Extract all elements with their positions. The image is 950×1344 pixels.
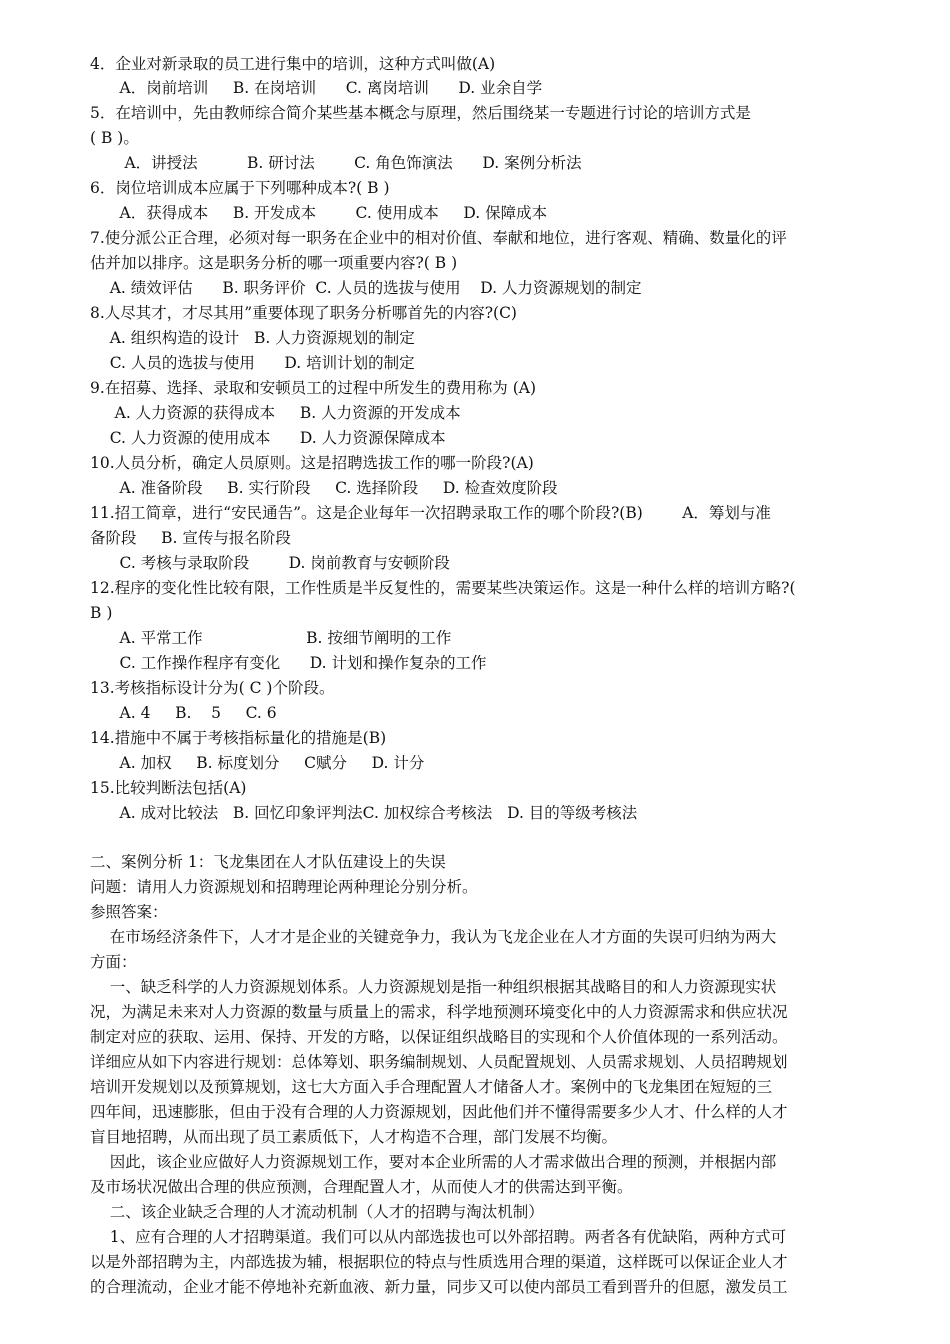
question-4: 4．企业对新录取的员工进行集中的培训，这种方式叫做(A) [90,55,496,73]
question-10-options: A. 准备阶段 B. 实行阶段 C. 选择阶段 D. 检查效度阶段 [90,479,558,497]
question-13: 13.考核指标设计分为( C )个阶段。 [90,679,335,697]
question-4-options: A．岗前培训 B. 在岗培训 C. 离岗培训 D. 业余自学 [90,79,543,97]
question-12: 12.程序的变化性比较有限，工作性质是半反复性的，需要某些决策运作。这是一种什么样的培训方略?( [90,579,796,597]
question-10: 10.人员分析，确定人员原则。这是招聘选拔工作的哪一阶段?(A) [90,454,534,472]
question-15-options: A. 成对比较法 B. 回忆印象评判法C. 加权综合考核法 D. 目的等级考核法 [90,804,638,822]
question-11-options: C. 考核与录取阶段 D. 岗前教育与安顿阶段 [90,554,450,572]
answer-para-1: 在市场经济条件下，人才才是企业的关键竞争力，我认为飞龙企业在人才方面的失误可归纳为两大 [90,928,777,946]
question-6-options: A．获得成本 B. 开发成本 C. 使用成本 D. 保障成本 [90,204,548,222]
answer-para-4-cont: 的合理流动，企业才能不停地补充新血液、新力量，同步又可以使内部员工看到晋升的但愿，激发员工 [90,1278,788,1296]
answer-para-3-cont: 及市场状况做出合理的供应预测，合理配置人才，从而使人才的供需达到平衡。 [90,1178,633,1196]
question-14-options: A. 加权 B. 标度划分 C赋分 D. 计分 [90,754,425,772]
question-8-options-b: C. 人员的选拔与使用 D. 培训计划的制定 [90,354,415,372]
question-7-cont: 估并加以排序。这是职务分析的哪一项重要内容?( B ) [90,254,458,272]
question-7: 7.使分派公正合理，必须对每一职务在企业中的相对价值、奉献和地位，进行客观、精确、数量化的评 [90,229,787,247]
answer-para-1-cont: 方面： [90,953,137,971]
question-5-options: A．讲授法 B. 研讨法 C. 角色饰演法 D. 案例分析法 [90,154,582,172]
question-13-options: A. 4 B. 5 C. 6 [90,704,277,722]
question-12-options-a: A. 平常工作 B. 按细节阐明的工作 [90,629,452,647]
question-9-options-a: A. 人力资源的获得成本 B. 人力资源的开发成本 [90,404,461,422]
answer-para-3: 因此，该企业应做好人力资源规划工作，要对本企业所需的人才需求做出合理的预测，并根据内部 [90,1153,777,1171]
question-7-options: A. 绩效评估 B. 职务评价 C. 人员的选拔与使用 D. 人力资源规划的制定 [90,279,642,297]
answer-section-2: 二、该企业缺乏合理的人才流动机制（人才的招聘与淘汰机制） [90,1203,544,1221]
answer-para-2-cont: 详细应从如下内容进行规划：总体筹划、职务编制规划、人员配置规划、人员需求规划、人员招聘规划 [90,1053,788,1071]
case-heading: 二、案例分析 1：飞龙集团在人才队伍建设上的失误 [90,853,446,871]
answer-label: 参照答案： [90,903,168,921]
answer-para-2-cont: 培训开发规划以及预算规划，这七大方面入手合理配置人才储备人才。案例中的飞龙集团在短短的三 [90,1078,773,1096]
question-5: 5．在培训中，先由教师综合简介某些基本概念与原理，然后围绕某一专题进行讨论的培训方式是 [90,104,751,122]
question-11: 11.招工简章，进行“安民通告”。这是企业每年一次招聘录取工作的哪个阶段?(B) A．筹划与准 [90,504,771,522]
answer-para-2-cont: 况，为满足未来对人力资源的数量与质量上的需求，科学地预测环境变化中的人力资源需求和供应状况 [90,1003,788,1021]
case-question: 问题：请用人力资源规划和招聘理论两种理论分别分析。 [90,878,478,896]
answer-para-2-cont: 制定对应的获取、运用、保持、开发的方略，以保证组织战略目的实现和个人价值体现的一系列活动。 [90,1028,788,1046]
question-5-cont: ( B )。 [90,129,139,147]
answer-para-4: 1、应有合理的人才招聘渠道。我们可以从内部选拔也可以外部招聘。两者各有优缺陷，两种方式可 [90,1228,787,1246]
answer-para-2-cont: 四年间，迅速膨胀，但由于没有合理的人力资源规划，因此他们并不懂得需要多少人才、什么样的人才 [90,1103,788,1121]
question-6: 6．岗位培训成本应属于下列哪种成本?( B ) [90,179,390,197]
question-9-options-b: C. 人力资源的使用成本 D. 人力资源保障成本 [90,429,446,447]
question-14: 14.措施中不属于考核指标量化的措施是(B) [90,729,387,747]
question-15: 15.比较判断法包括(A) [90,779,247,797]
answer-para-2: 一、缺乏科学的人力资源规划体系。人力资源规划是指一种组织根据其战略目的和人力资源现实状 [90,978,777,996]
answer-para-4-cont: 以是外部招聘为主，内部选拔为辅，根据职位的特点与性质选用合理的渠道，这样既可以保证企业人才 [90,1253,788,1271]
question-11-cont: 备阶段 B. 宣传与报名阶段 [90,529,291,547]
question-8-options-a: A. 组织构造的设计 B. 人力资源规划的制定 [90,329,415,347]
question-9: 9.在招募、选择、录取和安顿员工的过程中所发生的费用称为 (A) [90,379,537,397]
question-12-cont: B ) [90,604,113,622]
answer-para-2-cont: 盲目地招聘，从而出现了员工素质低下，人才构造不合理，部门发展不均衡。 [90,1128,618,1146]
question-12-options-b: C. 工作操作程序有变化 D. 计划和操作复杂的工作 [90,654,487,672]
question-8: 8.人尽其才，才尽其用”重要体现了职务分析哪首先的内容?(C) [90,304,517,322]
